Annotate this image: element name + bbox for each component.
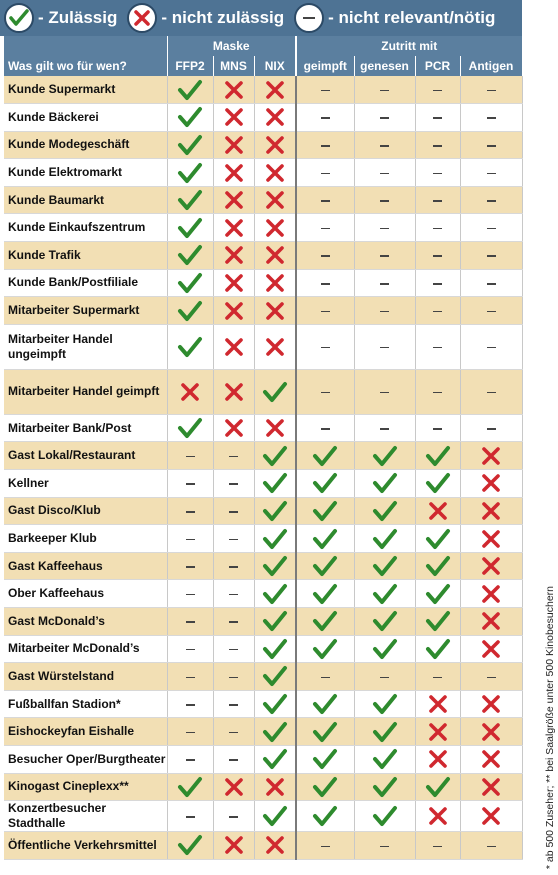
check-icon xyxy=(354,525,415,553)
dash-icon xyxy=(213,525,254,553)
dash-icon xyxy=(354,663,415,691)
dash-icon xyxy=(167,608,213,636)
check-icon xyxy=(415,525,460,553)
check-icon xyxy=(254,801,296,832)
cross-icon xyxy=(415,497,460,525)
row-label: Besucher Oper/Burgtheater xyxy=(4,745,167,773)
dash-icon xyxy=(415,369,460,414)
check-icon xyxy=(254,718,296,746)
cross-icon xyxy=(167,369,213,414)
check-icon xyxy=(354,497,415,525)
dash-icon xyxy=(415,242,460,270)
check-icon xyxy=(354,745,415,773)
check-icon xyxy=(254,470,296,498)
cross-icon xyxy=(254,324,296,369)
check-icon xyxy=(167,324,213,369)
row-label: Kunde Bäckerei xyxy=(4,104,167,132)
check-icon xyxy=(415,552,460,580)
row-label: Kellner xyxy=(4,470,167,498)
column-header-row xyxy=(4,56,522,76)
cross-icon xyxy=(460,801,522,832)
legend-not-allowed xyxy=(127,3,284,33)
check-icon xyxy=(167,414,213,442)
dash-icon xyxy=(296,369,354,414)
table-row xyxy=(4,104,522,132)
dash-icon xyxy=(460,269,522,297)
dash-icon xyxy=(354,76,415,104)
cross-icon xyxy=(254,832,296,860)
check-icon xyxy=(167,242,213,270)
dash-icon xyxy=(213,745,254,773)
dash-icon xyxy=(415,104,460,132)
dash-icon xyxy=(354,214,415,242)
dash-icon xyxy=(415,663,460,691)
check-icon xyxy=(354,801,415,832)
dash-icon xyxy=(296,297,354,325)
row-label: Gast Disco/Klub xyxy=(4,497,167,525)
group-header-mask: Maske xyxy=(167,36,296,56)
dash-icon xyxy=(167,801,213,832)
dash-icon xyxy=(167,635,213,663)
check-icon xyxy=(254,497,296,525)
cross-icon xyxy=(254,76,296,104)
cross-icon xyxy=(254,104,296,132)
dash-icon xyxy=(296,269,354,297)
check-icon xyxy=(167,773,213,801)
cross-icon xyxy=(254,131,296,159)
check-icon xyxy=(167,297,213,325)
dash-icon xyxy=(354,159,415,187)
cross-icon xyxy=(213,242,254,270)
table-row xyxy=(4,745,522,773)
column-header: FFP2 xyxy=(167,56,213,76)
dash-icon xyxy=(460,242,522,270)
dash-icon xyxy=(213,442,254,470)
table-body xyxy=(4,76,522,859)
cross-icon xyxy=(254,159,296,187)
dash-icon xyxy=(415,324,460,369)
row-label: Eishockeyfan Eishalle xyxy=(4,718,167,746)
check-icon xyxy=(254,525,296,553)
dash-icon xyxy=(460,104,522,132)
cross-icon xyxy=(460,497,522,525)
row-label: Kunde Einkaufszentrum xyxy=(4,214,167,242)
row-label: Kunde Bank/Postfiliale xyxy=(4,269,167,297)
check-icon xyxy=(254,580,296,608)
cross-icon xyxy=(213,159,254,187)
dash-icon xyxy=(460,414,522,442)
dash-icon xyxy=(415,269,460,297)
group-header-empty xyxy=(4,36,167,56)
group-header-row xyxy=(4,36,522,56)
check-icon xyxy=(354,442,415,470)
dash-icon xyxy=(415,214,460,242)
dash-icon xyxy=(415,131,460,159)
dash-icon xyxy=(296,324,354,369)
dash-icon xyxy=(354,269,415,297)
group-header-access: Zutritt mit xyxy=(296,36,522,56)
table-row xyxy=(4,269,522,297)
table-row xyxy=(4,242,522,270)
legend-allowed-label: - Zulässig xyxy=(38,8,118,27)
dash-icon xyxy=(167,745,213,773)
dash-icon xyxy=(167,580,213,608)
table-row xyxy=(4,324,522,369)
table-row xyxy=(4,369,522,414)
dash-icon xyxy=(213,552,254,580)
cross-icon xyxy=(254,214,296,242)
row-label: Mitarbeiter Handel geimpft xyxy=(4,369,167,414)
dash-icon xyxy=(167,442,213,470)
dash-icon xyxy=(460,76,522,104)
cross-icon xyxy=(460,470,522,498)
dash-icon xyxy=(213,608,254,636)
row-label: Kunde Trafik xyxy=(4,242,167,270)
dash-icon xyxy=(415,297,460,325)
cross-icon xyxy=(213,104,254,132)
table-row xyxy=(4,470,522,498)
cross-icon xyxy=(213,369,254,414)
rules-table xyxy=(4,36,523,860)
cross-icon xyxy=(460,552,522,580)
table-row xyxy=(4,663,522,691)
table-row xyxy=(4,159,522,187)
dash-icon xyxy=(167,663,213,691)
table-row xyxy=(4,76,522,104)
cross-icon xyxy=(415,745,460,773)
row-label: Mitarbeiter Bank/Post xyxy=(4,414,167,442)
check-icon xyxy=(296,525,354,553)
table-row xyxy=(4,442,522,470)
check-icon xyxy=(254,745,296,773)
check-icon xyxy=(296,801,354,832)
check-icon xyxy=(254,690,296,718)
check-icon xyxy=(167,76,213,104)
dash-icon xyxy=(460,186,522,214)
table-row xyxy=(4,131,522,159)
row-label: Gast Kaffeehaus xyxy=(4,552,167,580)
check-icon xyxy=(254,552,296,580)
dash-icon xyxy=(354,324,415,369)
table-row xyxy=(4,608,522,636)
table-row xyxy=(4,552,522,580)
cross-icon xyxy=(254,186,296,214)
row-label: Barkeeper Klub xyxy=(4,525,167,553)
check-icon xyxy=(167,832,213,860)
cross-icon xyxy=(460,773,522,801)
check-icon xyxy=(415,773,460,801)
dash-icon xyxy=(354,131,415,159)
dash-icon xyxy=(354,186,415,214)
dash-icon xyxy=(460,159,522,187)
cross-icon xyxy=(460,608,522,636)
legend-not-relevant-label: - nicht relevant/nötig xyxy=(328,8,496,27)
table-row xyxy=(4,635,522,663)
table-row xyxy=(4,497,522,525)
row-label: Gast Lokal/Restaurant xyxy=(4,442,167,470)
cross-icon xyxy=(460,718,522,746)
check-icon xyxy=(167,104,213,132)
row-label: Öffentliche Verkehrsmittel xyxy=(4,832,167,860)
check-icon xyxy=(167,159,213,187)
legend-bar xyxy=(0,0,522,36)
dash-icon xyxy=(415,832,460,860)
dash-icon xyxy=(296,663,354,691)
check-icon xyxy=(167,269,213,297)
footnote: * ab 500 Zuseher; ** bei Saalgröße unter 500 Kinobesuchern xyxy=(544,585,556,869)
row-label: Kunde Supermarkt xyxy=(4,76,167,104)
check-icon xyxy=(254,442,296,470)
row-label: Kinogast Cineplexx** xyxy=(4,773,167,801)
dash-icon xyxy=(354,414,415,442)
dash-icon xyxy=(460,324,522,369)
row-label: Kunde Elektromarkt xyxy=(4,159,167,187)
row-label: Konzertbesucher Stadthalle xyxy=(4,801,167,832)
row-label: Kunde Modegeschäft xyxy=(4,131,167,159)
check-icon xyxy=(354,470,415,498)
legend-not-relevant xyxy=(294,3,495,33)
check-icon xyxy=(296,608,354,636)
dash-icon xyxy=(296,832,354,860)
check-icon xyxy=(296,497,354,525)
cross-icon xyxy=(460,442,522,470)
row-label: Gast Würstelstand xyxy=(4,663,167,691)
cross-icon xyxy=(213,414,254,442)
cross-icon xyxy=(213,76,254,104)
check-icon xyxy=(415,635,460,663)
column-header: genesen xyxy=(354,56,415,76)
check-icon xyxy=(254,369,296,414)
check-icon xyxy=(296,470,354,498)
check-icon xyxy=(296,580,354,608)
table-row xyxy=(4,718,522,746)
row-label: Ober Kaffeehaus xyxy=(4,580,167,608)
dash-icon xyxy=(167,525,213,553)
table-row xyxy=(4,297,522,325)
dash-icon xyxy=(167,552,213,580)
check-icon xyxy=(296,690,354,718)
column-header: MNS xyxy=(213,56,254,76)
cross-icon xyxy=(127,3,157,33)
check-icon xyxy=(415,580,460,608)
column-header: Antigen xyxy=(460,56,522,76)
dash-icon xyxy=(354,369,415,414)
check-icon xyxy=(354,552,415,580)
cross-icon xyxy=(213,324,254,369)
cross-icon xyxy=(254,414,296,442)
dash-icon xyxy=(354,832,415,860)
cross-icon xyxy=(460,690,522,718)
dash-icon xyxy=(460,297,522,325)
check-icon xyxy=(296,635,354,663)
row-label: Fußballfan Stadion* xyxy=(4,690,167,718)
row-label: Kunde Baumarkt xyxy=(4,186,167,214)
dash-icon xyxy=(354,104,415,132)
check-icon xyxy=(254,663,296,691)
dash-icon xyxy=(167,690,213,718)
table-row xyxy=(4,186,522,214)
check-icon xyxy=(254,608,296,636)
dash-icon xyxy=(415,414,460,442)
dash-icon xyxy=(213,663,254,691)
cross-icon xyxy=(415,718,460,746)
dash-icon xyxy=(354,297,415,325)
row-label: Mitarbeiter Supermarkt xyxy=(4,297,167,325)
check-icon xyxy=(167,131,213,159)
dash-icon xyxy=(296,104,354,132)
check-icon xyxy=(296,552,354,580)
dash-icon xyxy=(167,718,213,746)
cross-icon xyxy=(415,801,460,832)
cross-icon xyxy=(415,690,460,718)
dash-icon xyxy=(415,186,460,214)
check-icon xyxy=(296,442,354,470)
column-header: PCR xyxy=(415,56,460,76)
row-label: Mitarbeiter Handel ungeimpft xyxy=(4,324,167,369)
dash-icon xyxy=(415,159,460,187)
cross-icon xyxy=(213,297,254,325)
table-row xyxy=(4,801,522,832)
legend-not-allowed-label: - nicht zulässig xyxy=(161,8,285,27)
cross-icon xyxy=(460,580,522,608)
cross-icon xyxy=(213,773,254,801)
check-icon xyxy=(167,214,213,242)
cross-icon xyxy=(254,773,296,801)
column-header: NIX xyxy=(254,56,296,76)
dash-icon xyxy=(167,470,213,498)
check-icon xyxy=(354,718,415,746)
dash-icon xyxy=(213,470,254,498)
cross-icon xyxy=(213,269,254,297)
dash-icon xyxy=(354,242,415,270)
check-icon xyxy=(4,3,34,33)
table-row xyxy=(4,690,522,718)
check-icon xyxy=(354,608,415,636)
check-icon xyxy=(354,690,415,718)
dash-icon xyxy=(213,635,254,663)
cross-icon xyxy=(213,131,254,159)
dash-icon xyxy=(296,214,354,242)
row-header-label: Was gilt wo für wen? xyxy=(4,56,167,76)
cross-icon xyxy=(213,832,254,860)
check-icon xyxy=(415,442,460,470)
table-row xyxy=(4,525,522,553)
dash-icon xyxy=(213,718,254,746)
check-icon xyxy=(167,186,213,214)
dash-icon xyxy=(296,242,354,270)
table-row xyxy=(4,414,522,442)
check-icon xyxy=(354,580,415,608)
cross-icon xyxy=(254,242,296,270)
dash-icon xyxy=(460,131,522,159)
dash-icon xyxy=(460,369,522,414)
dash-icon xyxy=(415,76,460,104)
cross-icon xyxy=(460,745,522,773)
dash-icon xyxy=(460,832,522,860)
dash-icon xyxy=(296,414,354,442)
cross-icon xyxy=(460,525,522,553)
dash-icon xyxy=(296,131,354,159)
check-icon xyxy=(254,635,296,663)
column-header: geimpft xyxy=(296,56,354,76)
row-label: Mitarbeiter McDonald’s xyxy=(4,635,167,663)
dash-icon xyxy=(294,3,324,33)
cross-icon xyxy=(213,214,254,242)
check-icon xyxy=(296,745,354,773)
table-row xyxy=(4,832,522,860)
dash-icon xyxy=(213,801,254,832)
table-row xyxy=(4,773,522,801)
table-row xyxy=(4,214,522,242)
legend-allowed xyxy=(4,3,117,33)
dash-icon xyxy=(213,497,254,525)
check-icon xyxy=(354,773,415,801)
table-row xyxy=(4,580,522,608)
dash-icon xyxy=(296,76,354,104)
cross-icon xyxy=(460,635,522,663)
dash-icon xyxy=(213,580,254,608)
check-icon xyxy=(415,470,460,498)
dash-icon xyxy=(213,690,254,718)
dash-icon xyxy=(296,186,354,214)
cross-icon xyxy=(254,269,296,297)
check-icon xyxy=(296,773,354,801)
cross-icon xyxy=(254,297,296,325)
dash-icon xyxy=(460,214,522,242)
row-label: Gast McDonald’s xyxy=(4,608,167,636)
dash-icon xyxy=(460,663,522,691)
dash-icon xyxy=(296,159,354,187)
check-icon xyxy=(415,608,460,636)
check-icon xyxy=(296,718,354,746)
check-icon xyxy=(354,635,415,663)
dash-icon xyxy=(167,497,213,525)
cross-icon xyxy=(213,186,254,214)
